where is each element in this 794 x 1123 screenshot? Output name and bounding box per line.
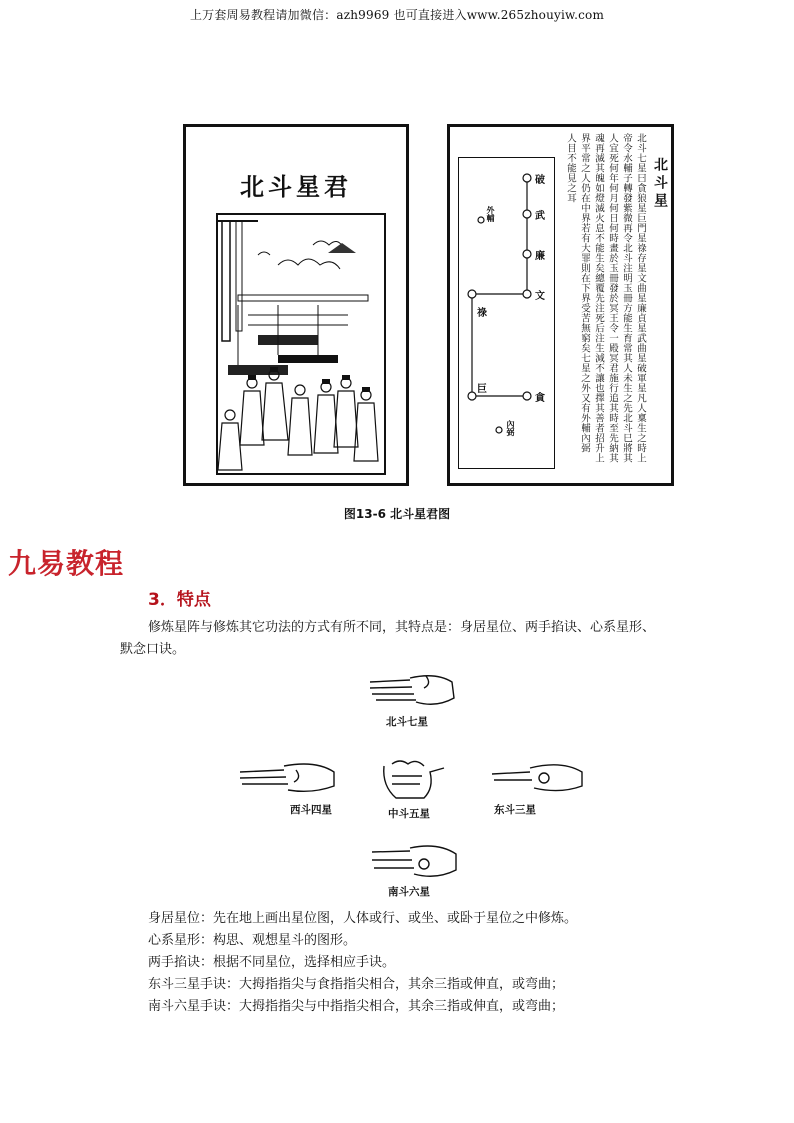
body-line-3: 两手掐诀：根据不同星位，选择相应手诀。 bbox=[148, 955, 396, 970]
illustration-scene bbox=[216, 213, 386, 475]
hand-beidou-icon bbox=[366, 670, 456, 710]
label-waifu: 外輔 bbox=[486, 206, 495, 222]
scene-drawing bbox=[218, 215, 384, 473]
star-lu bbox=[468, 290, 476, 298]
label-wu: 武 bbox=[535, 211, 545, 222]
chart-text-col-2: 帝令水輔子轉發紫微再令北斗注明玉冊方能生育常其人未生之先北斗巳將其 bbox=[621, 133, 632, 463]
chart-title: 北斗星 bbox=[652, 157, 668, 211]
chart-text-col-5: 界平常之人仍在中界若有大罪則在下界受苦無窮矣七星之外又有外輔內弼 bbox=[579, 133, 590, 453]
star-wen bbox=[523, 290, 531, 298]
illustration-title: 北斗星君 bbox=[240, 173, 352, 201]
intro-paragraph bbox=[120, 617, 690, 661]
star-lian bbox=[523, 250, 531, 258]
chart-text-col-4: 魂再滅其魄如燈滅火息不能生矣總覆先注死后注生減不讓也擇其善者招升上 bbox=[593, 133, 604, 463]
label-nandou-liuxing: 南斗六星 bbox=[388, 886, 430, 898]
hand-zhongdou-icon bbox=[378, 756, 448, 802]
star-ju bbox=[468, 392, 476, 400]
label-dongdou-sanxing: 东斗三星 bbox=[494, 804, 536, 816]
intro-line-2: 默念口诀。 bbox=[120, 642, 186, 657]
hand-xidou-icon bbox=[238, 760, 338, 796]
label-wen: 文 bbox=[535, 291, 545, 302]
label-lian: 廉 bbox=[535, 251, 545, 262]
star-chart-box bbox=[458, 157, 555, 469]
body-line-2: 心系星形：构思、观想星斗的图形。 bbox=[148, 933, 357, 948]
label-ju: 巨 bbox=[477, 384, 487, 395]
label-beidou-qixing: 北斗七星 bbox=[386, 716, 428, 728]
body-line-4: 东斗三星手诀：大拇指指尖与食指指尖相合，其余三指或伸直，或弯曲； bbox=[148, 977, 565, 992]
chart-text-col-1: 北斗七星曰貪狼星巨門星祿存星文曲星廉貞星武曲星破軍星凡人稟生之時上 bbox=[635, 133, 646, 463]
section-heading: 3．特点 bbox=[148, 590, 211, 610]
chart-text-col-3: 人宜死何年何月何日何時畫於玉冊發於冥王令一殿冥君施行追其時至先納其 bbox=[607, 133, 618, 463]
illustration-beidou-chart bbox=[447, 124, 674, 486]
label-neibi: 內弼 bbox=[506, 420, 515, 436]
star-tan bbox=[523, 392, 531, 400]
body-line-1: 身居星位：先在地上画出星位图，人体或行、或坐、或卧于星位之中修炼。 bbox=[148, 911, 578, 926]
label-lu: 祿 bbox=[477, 308, 487, 319]
figure-caption: 图13-6 北斗星君图 bbox=[343, 507, 451, 521]
illustration-beidou-xingjun bbox=[183, 124, 409, 486]
label-zhongdou-wuxing: 中斗五星 bbox=[388, 808, 430, 820]
intro-line-1: 修炼星阵与修炼其它功法的方式有所不同，其特点是：身居星位、两手掐诀、心系星形、 bbox=[148, 620, 656, 635]
watermark-logo: 九易教程 bbox=[8, 547, 125, 580]
chart-text-col-6: 人目不能見之耳 bbox=[565, 133, 576, 203]
hand-dongdou-icon bbox=[490, 760, 586, 794]
star-po bbox=[523, 174, 531, 182]
page-header: 上万套周易教程请加微信：azh9969 也可直接进入www.265zhouyiw.com bbox=[189, 8, 605, 22]
star-wu bbox=[523, 210, 531, 218]
star-neibi bbox=[496, 427, 502, 433]
body-line-5: 南斗六星手诀：大拇指指尖与中指指尖相合，其余三指或伸直，或弯曲； bbox=[148, 999, 565, 1014]
hand-nandou-icon bbox=[368, 842, 458, 882]
label-xidou-sixing: 西斗四星 bbox=[290, 804, 332, 816]
label-po: 破 bbox=[535, 175, 545, 186]
label-tan: 貪 bbox=[535, 393, 545, 404]
star-waifu bbox=[478, 217, 484, 223]
